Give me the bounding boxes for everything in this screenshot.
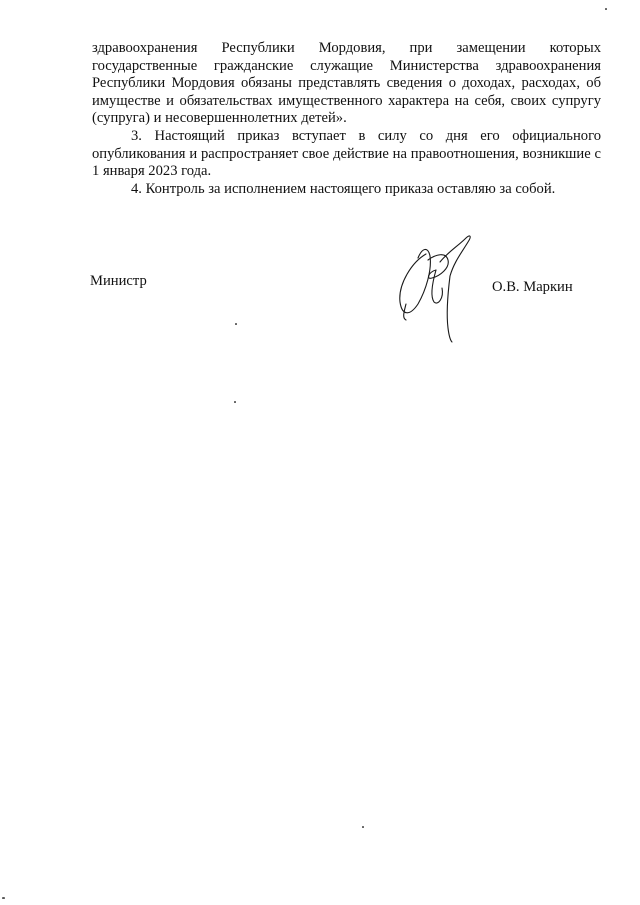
handwritten-signature xyxy=(392,232,478,344)
scan-speck xyxy=(235,323,237,325)
document-body xyxy=(92,40,601,198)
scan-speck xyxy=(605,8,607,10)
paragraph-item-3: 3. Настоящий приказ вступает в силу со дня его официального опубликования и распространяет свое действие на правоотношения, возникшие с 1 января 2023 года. xyxy=(92,127,601,180)
paragraph-continuation: здравоохранения Республики Мордовия, при замещении которых государственные гражданские служащие Министерства здравоохранения Республики Мордовия обязаны представлять сведения о доходах, расходах, об имуществе и обязательствах имущественного характера на себя, своих супругу (супруга) и несовершеннолетних детей». xyxy=(92,40,601,127)
paragraph-item-4: 4. Контроль за исполнением настоящего приказа оставляю за собой. xyxy=(131,180,556,197)
scan-speck xyxy=(362,826,364,828)
signatory-title: Министр xyxy=(90,273,147,289)
scan-speck xyxy=(2,897,5,899)
scan-speck xyxy=(234,401,236,403)
signatory-name: О.В. Маркин xyxy=(492,279,573,295)
